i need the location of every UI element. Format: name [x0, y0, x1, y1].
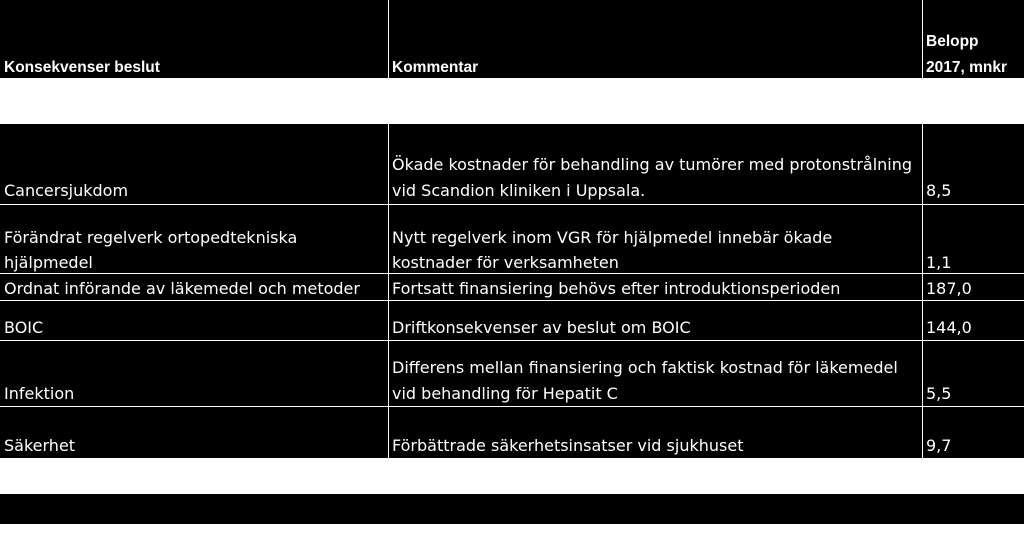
row-decision: Säkerhet — [4, 436, 76, 455]
column-divider-2-body — [922, 124, 923, 458]
row-divider — [0, 300, 1024, 301]
header-amount-line1: Belopp — [926, 33, 979, 50]
row-amount: 8,5 — [926, 181, 952, 200]
row-divider — [0, 204, 1024, 205]
row-divider — [0, 340, 1024, 341]
row-decision: Infektion — [4, 384, 75, 403]
row-decision: BOIC — [4, 318, 44, 337]
column-divider-1 — [388, 0, 389, 78]
column-divider-2 — [922, 0, 923, 78]
row-amount: 144,0 — [926, 318, 972, 337]
row-decision: Ordnat införande av läkemedel och metoder — [4, 279, 360, 298]
row-divider — [0, 406, 1024, 407]
row-comment: kostnader för verksamheten — [392, 253, 619, 272]
row-comment: vid behandling för Hepatit C — [392, 384, 618, 403]
header-decision: Konsekvenser beslut — [4, 59, 160, 76]
row-decision: Cancersjukdom — [4, 181, 129, 200]
row-amount: 5,5 — [926, 384, 952, 403]
header-amount-line2: 2017, mnkr — [926, 59, 1007, 76]
row-comment: Driftkonsekvenser av beslut om BOIC — [392, 318, 691, 337]
header-comment: Kommentar — [392, 59, 479, 76]
row-comment: Fortsatt finansiering behövs efter introduktionsperioden — [392, 279, 841, 298]
row-comment: vid Scandion kliniken i Uppsala. — [392, 181, 646, 200]
row-comment: Förbättrade säkerhetsinsatser vid sjukhuset — [392, 436, 744, 455]
row-decision: Förändrat regelverk ortopedtekniska — [4, 228, 298, 247]
row-comment: Differens mellan finansiering och faktisk kostnad för läkemedel — [392, 358, 898, 377]
row-amount: 9,7 — [926, 436, 952, 455]
footer-band — [0, 494, 1024, 524]
row-decision: hjälpmedel — [4, 253, 93, 272]
row-amount: 187,0 — [926, 279, 972, 298]
row-amount: 1,1 — [926, 253, 952, 272]
column-divider-1-body — [388, 124, 389, 458]
row-comment: Ökade kostnader för behandling av tumörer med protonstrålning — [392, 155, 913, 174]
row-comment: Nytt regelverk inom VGR för hjälpmedel innebär ökade — [392, 228, 833, 247]
